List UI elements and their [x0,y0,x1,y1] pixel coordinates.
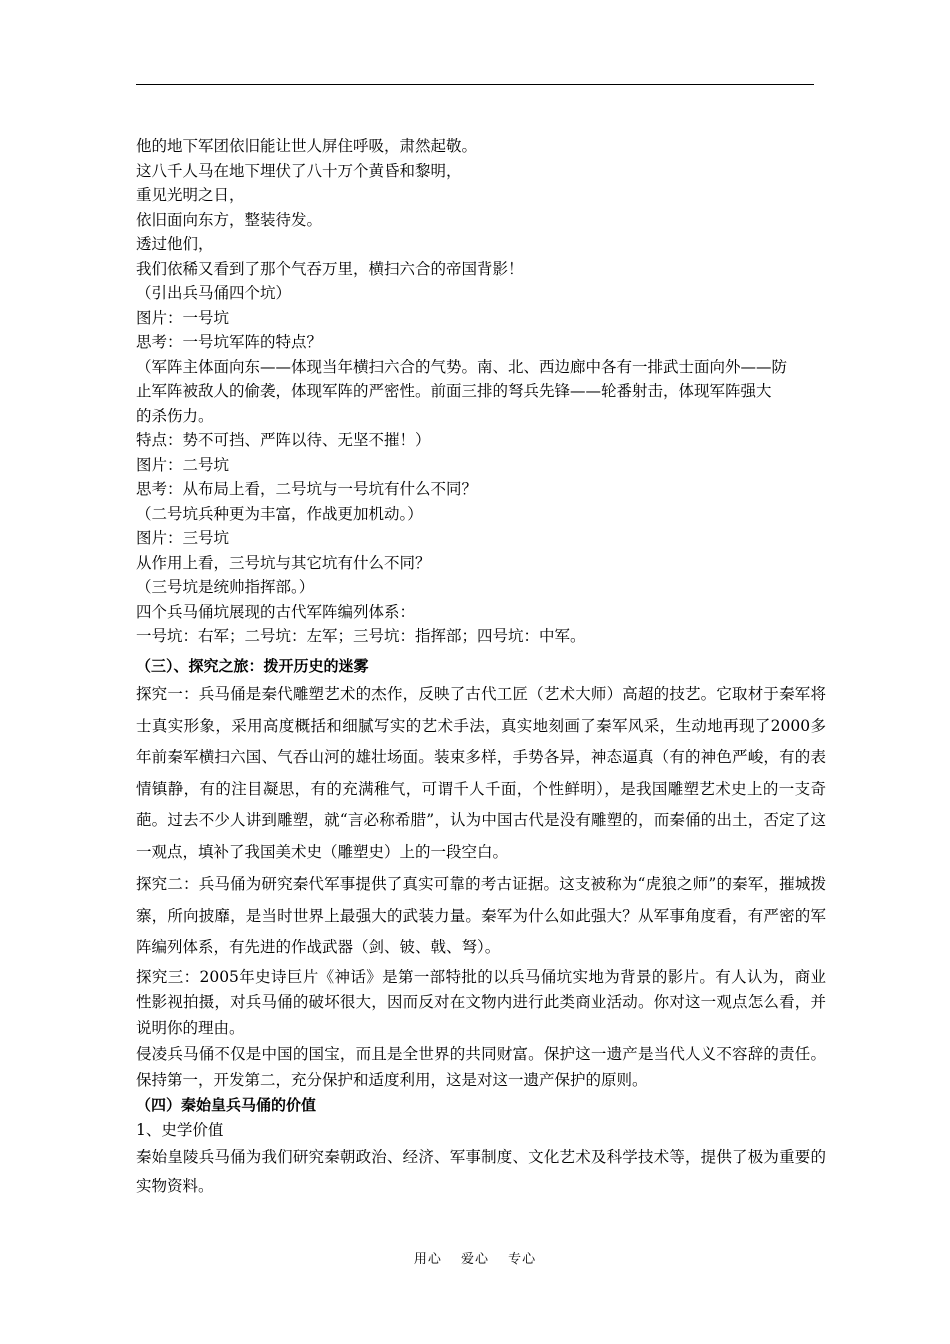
text-line: 这八千人马在地下埋伏了八十万个黄昏和黎明， [136,161,462,180]
protection-paragraph: 侵凌兵马俑不仅是中国的国宝，而且是全世界的共同财富。保护这一遗产是当代人义不容辞的责任。保持第一，开发第二，充分保护和适度利用，这是对这一遗产保护的原则。 [136,1045,826,1089]
text-line: （二号坑兵种更为丰富，作战更加机动。） [136,504,423,523]
explore-paragraph-2: 探究二：兵马俑为研究秦代军事提供了真实可靠的考古证据。这支被称为“虎狼之师”的秦军，摧城拨寨，所向披靡，是当时世界上最强大的武装力量。秦军为什么如此强大？从军事角度看，有严密的军阵编列体系，有先进的作战武器（剑、铍、戟、弩）。 [136,875,826,956]
text-line: 思考：一号坑军阵的特点？ [136,333,323,351]
text-line: （三号坑是统帅指挥部。） [136,578,315,596]
text-line: 图片：三号坑 [136,529,230,547]
footer-text: 专心 [508,1252,537,1267]
page-body [136,134,826,1201]
text-line: 图片：二号坑 [136,455,230,474]
section-heading-4: （四）秦始皇兵马俑的价值 [136,1096,317,1114]
text-line: 特点：势不可挡、严阵以待、无坚不摧！） [136,431,431,449]
history-value-paragraph: 秦始皇陵兵马俑为我们研究秦朝政治、经济、军事制度、文化艺术及科学技术等，提供了极为重要的实物资料。 [136,1148,826,1195]
explore-paragraph-1: 探究一：兵马俑是秦代雕塑艺术的杰作，反映了古代工匠（艺术大师）高超的技艺。它取材于秦军将士真实形象，采用高度概括和细腻写实的艺术手法，真实地刻画了秦军风采，生动地再现了2000多年前秦军横扫六国、气吞山河的雄壮场面。装束多样，手势各异，神态逼真（有的神色严峻，有的表情镇静，有的注目凝思，有的充满稚气，可谓千人千面，个性鲜明），是我国雕塑艺术史上的一支奇葩。过去不少人讲到雕塑，就“言必称希腊”，认为中国古代是没有雕塑的，而秦俑的出土，否定了这一观点，填补了我国美术史（雕塑史）上的一段空白。 [136,685,826,861]
text-line: 依旧面向东方，整装待发。 [136,210,323,229]
footer-text: 用心 [413,1252,442,1267]
text-line: 四个兵马俑坑展现的古代军阵编列体系： [136,602,416,621]
text-line: 透过他们， [136,235,214,253]
page-footer [0,1248,950,1267]
header-rule [136,84,814,85]
text-line: 重见光明之日， [136,186,245,204]
text-line: （军阵主体面向东——体现当年横扫六合的气势。南、北、西边廊中各有一排武士面向外——防 [136,357,788,376]
text-line: 他的地下军团依旧能让世人屏住呼吸，肃然起敬。 [136,137,478,155]
text-line: 我们依稀又看到了那个气吞万里，横扫六合的帝国背影！ [136,259,524,278]
text-line: 从作用上看，三号坑与其它坑有什么不同？ [136,553,431,572]
text-line: 图片：一号坑 [136,308,230,327]
text-line: （引出兵马俑四个坑） [136,284,292,302]
section-heading-3: （三）、探究之旅：拨开历史的迷雾 [136,656,369,675]
explore-paragraph-3: 探究三：2005年史诗巨片《神话》是第一部特批的以兵马俑坑实地为背景的影片。有人认为，商业性影视拍摄，对兵马俑的破坏很大，因而反对在文物内进行此类商业活动。你对这一观点怎么看，并说明你的理由。 [136,967,826,1037]
text-line: 一号坑：右军；二号坑：左军；三号坑：指挥部；四号坑：中军。 [136,627,586,645]
text-line: 的杀伤力。 [136,406,214,425]
text-line: 思考：从布局上看，二号坑与一号坑有什么不同？ [136,480,478,498]
footer-text: 爱心 [460,1252,489,1267]
subheading-history-value: 1、史学价值 [136,1120,224,1139]
text-line: 止军阵被敌人的偷袭，体现军阵的严密性。前面三排的弩兵先锋——轮番射击，体现军阵强大 [136,382,772,400]
